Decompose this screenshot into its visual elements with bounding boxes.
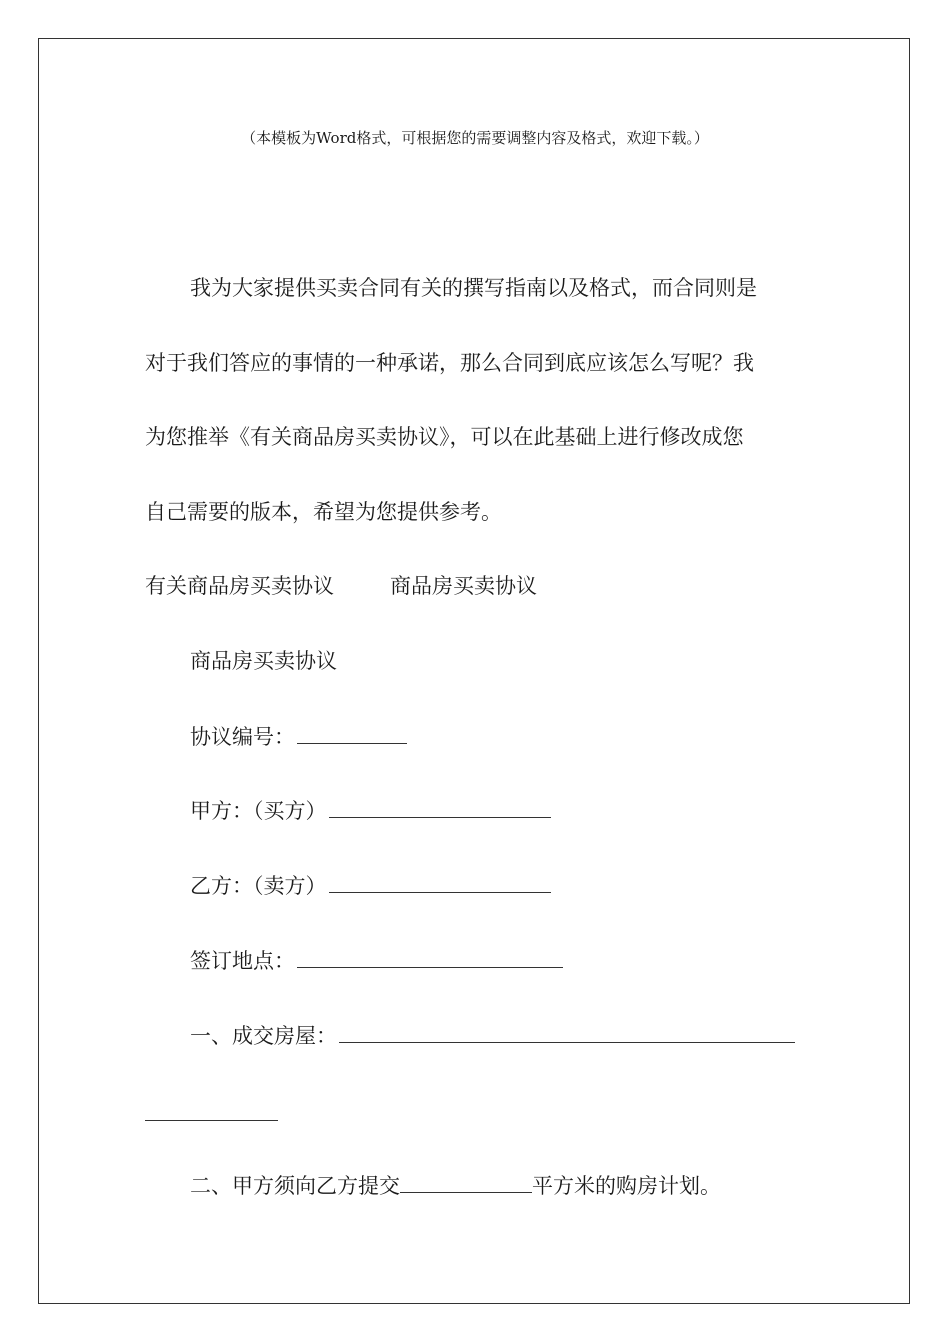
clause-1-label: 一、成交房屋： <box>190 1024 337 1048</box>
party-b-blank <box>329 891 551 893</box>
party-a-label: 甲方：（买方） <box>190 799 327 823</box>
party-b-field <box>190 871 551 901</box>
agreement-number-label: 协议编号： <box>190 725 295 749</box>
related-heading: 有关商品房买卖协议 <box>145 574 334 598</box>
intro-line-3: 为您推举《有关商品房买卖协议》，可以在此基础上进行修改成您 <box>145 425 744 449</box>
clause-1 <box>190 1021 795 1051</box>
clause-2 <box>190 1171 721 1201</box>
agreement-number-field <box>190 722 407 752</box>
clause-2-suffix: 平方米的购房计划。 <box>532 1174 721 1198</box>
sign-place-field <box>190 946 563 976</box>
clause-2-blank <box>400 1191 532 1193</box>
intro-line-4: 自己需要的版本，希望为您提供参考。 <box>145 500 502 524</box>
clause-2-prefix: 二、甲方须向乙方提交 <box>190 1174 400 1198</box>
intro-line-1: 我为大家提供买卖合同有关的撰写指南以及格式，而合同则是 <box>190 276 757 300</box>
clause-1-blank-continued <box>145 1120 278 1121</box>
party-b-label: 乙方：（卖方） <box>190 874 327 898</box>
page-border <box>38 38 910 1304</box>
party-a-field <box>190 796 551 826</box>
party-a-blank <box>329 816 551 818</box>
sign-place-label: 签订地点： <box>190 949 295 973</box>
related-heading-title: 商品房买卖协议 <box>390 574 537 598</box>
template-note: （本模板为Word格式，可根据您的需要调整内容及格式，欢迎下载。） <box>241 129 709 147</box>
intro-line-2: 对于我们答应的事情的一种承诺，那么合同到底应该怎么写呢？我 <box>145 351 754 375</box>
clause-1-blank <box>339 1041 795 1043</box>
document-title: 商品房买卖协议 <box>190 649 337 673</box>
agreement-number-blank <box>297 742 407 744</box>
sign-place-blank <box>297 966 563 968</box>
